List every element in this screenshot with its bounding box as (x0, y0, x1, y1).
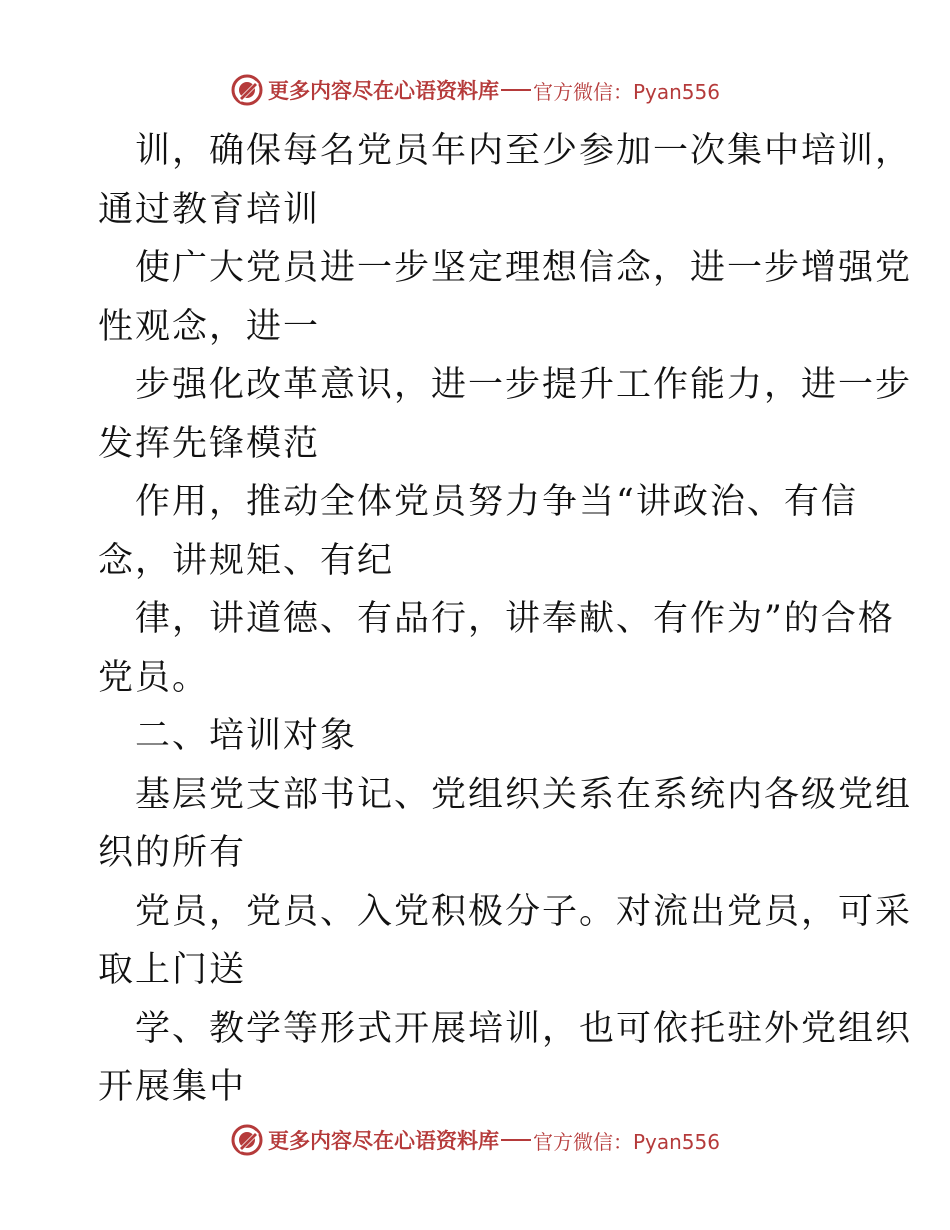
footer-banner (0, 1120, 950, 1160)
footer-brand: 更多内容尽在心语资料库 (267, 1128, 499, 1153)
text-line: 开展集中 (98, 1067, 247, 1107)
header-brand: 更多内容尽在心语资料库 (267, 78, 499, 103)
text-line: 学、教学等形式开展培训，也可依托驻外党组织 (135, 1008, 913, 1049)
text-line: 念，讲规矩、有纪 (98, 540, 395, 581)
text-line: 作用，推动全体党员努力争当“讲政治、有信 (135, 482, 858, 522)
text-line: 取上门送 (98, 950, 247, 990)
text-line: 党员。 (98, 657, 210, 698)
text-line: 使广大党员进一步坚定理想信念，进一步增强党 (135, 248, 913, 288)
text-line: 训，确保每名党员年内至少参加一次集中培训， (135, 131, 913, 171)
text-line: 发挥先锋模范 (98, 423, 321, 464)
footer-contact: 官方微信：Pyan556 (532, 1129, 720, 1154)
text-line: 二、培训对象 (135, 716, 358, 756)
pen-nib-logo-icon (230, 73, 264, 107)
text-line: 步强化改革意识，进一步提升工作能力，进一步 (135, 365, 913, 405)
document-body (98, 122, 913, 1117)
text-line: 律，讲道德、有品行，讲奉献、有作为”的合格 (135, 599, 895, 639)
text-line: 基层党支部书记、党组织关系在系统内各级党组 (135, 774, 913, 815)
footer-dash (501, 1139, 531, 1141)
text-line: 织的所有 (98, 833, 247, 873)
header-dash (501, 89, 531, 91)
header-banner (0, 70, 950, 110)
pen-nib-logo-icon (230, 1123, 264, 1157)
header-contact: 官方微信：Pyan556 (532, 79, 720, 104)
text-line: 通过教育培训 (98, 189, 321, 230)
text-line: 党员，党员、入党积极分子。对流出党员，可采 (135, 891, 913, 932)
text-line: 性观念，进一 (98, 306, 321, 347)
